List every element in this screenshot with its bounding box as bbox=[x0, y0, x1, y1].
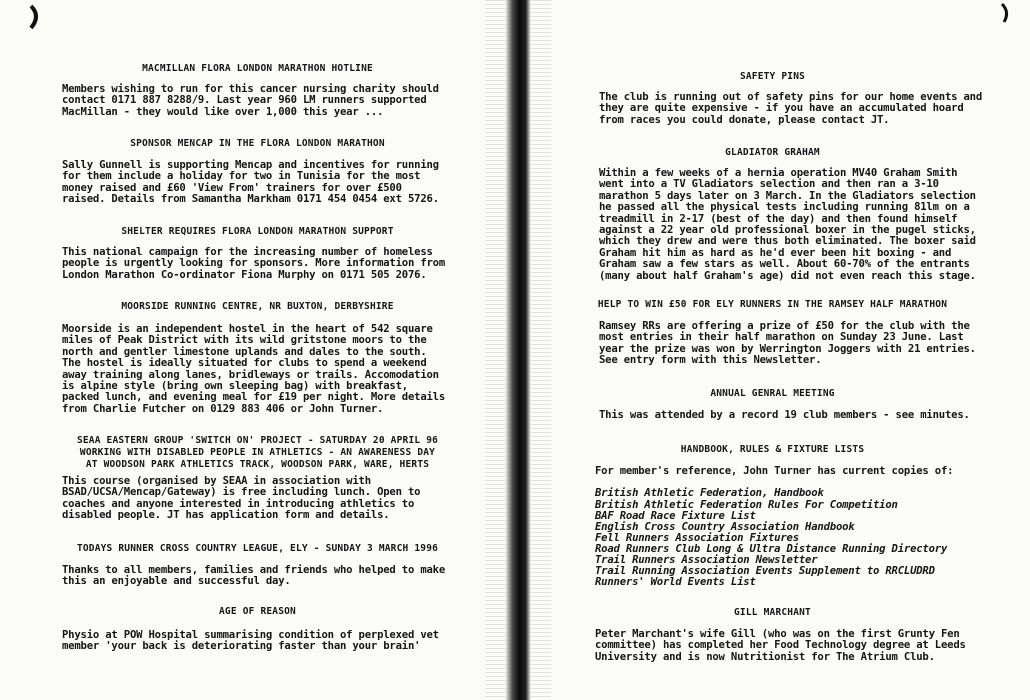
section-title: GLADIATOR GRAHAM bbox=[725, 147, 820, 158]
section-body: Within a few weeks of a hernia operation MV40 Graham Smith went into a TV Gladiators selection and then ran a 3-10 marathon 5 days later on 3 March. In the Gladiators selection he passed all the physical tests including running 81lm on a treadmill in 2-17 (best of the day) and then found himself against a 22 year old professional boxer in the pugel sticks, which they drew and were thus both eliminated. The boxer said Graham hit him as hard as he'd ever been hit boxing - and Graham saw a few stars as well. About 60-70% of the entrants (many about half Graham's age) did not even reach this stage. bbox=[599, 167, 976, 282]
section-title: GILL MARCHANT bbox=[734, 607, 811, 618]
section-body: This national campaign for the increasing number of homeless people is urgently looking for sponsors. More information from London Marathon Co-ordinator Fiona Murphy on 0171 505 2076. bbox=[62, 246, 446, 281]
right-page bbox=[515, 0, 1030, 700]
section-body: Thanks to all members, families and friends who helped to make this an enjoyable and successful day. bbox=[62, 564, 446, 588]
section-title: MOORSIDE RUNNING CENTRE, NR BUXTON, DERBYSHIRE bbox=[121, 301, 394, 312]
list-item: BAF Road Race Fixture List bbox=[595, 510, 756, 522]
list-item: Road Runners Club Long & Ultra Distance Running Directory bbox=[595, 543, 948, 555]
section-title: ANNUAL GENRAL MEETING bbox=[710, 388, 835, 399]
section-title: MACMILLAN FLORA LONDON MARATHON HOTLINE bbox=[142, 63, 373, 74]
section-body: This was attended by a record 19 club members - see minutes. bbox=[599, 409, 970, 421]
section-title: SEAA EASTERN GROUP 'SWITCH ON' PROJECT - SATURDAY 20 APRIL 96 WORKING WITH DISABLED PEOPLE IN ATHLETICS - AN AWARENESS DAY AT WOODSON PARK ATHLETICS TRACK, WOODSON PARK, WARE, HERTS bbox=[76, 435, 439, 470]
list-item: English Cross Country Association Handbook bbox=[595, 521, 855, 533]
section-title: AGE OF REASON bbox=[219, 606, 296, 617]
section-body: Moorside is an independent hostel in the heart of 542 square miles of Peak District with its wild gritstone moors to the north and gentler limestone uplands and dales to the south. The hostel is ideally situated for clubs to spend a weekend away training along lanes, bridleways or trails. Accomodation is alpine style (bring own sleeping bag) with breakfast, packed lunch, and evening meal for £19 per night. More details from Charlie Futcher on 0129 883 406 or John Turner. bbox=[62, 323, 446, 415]
list-item: Trail Running Association Events Supplement to RRCLUDRD bbox=[595, 565, 935, 577]
list-item: Fell Runners Association Fixtures bbox=[595, 532, 799, 544]
list-item: British Athletic Federation Rules For Competition bbox=[595, 499, 898, 511]
section-title: SAFETY PINS bbox=[739, 71, 806, 82]
section-title: SHELTER REQUIRES FLORA LONDON MARATHON SUPPORT bbox=[121, 226, 394, 237]
section-body: Physio at POW Hospital summarising condition of perplexed vet member 'your back is deteriorating faster than your brain' bbox=[62, 629, 439, 653]
list-item: Runners' World Events List bbox=[595, 576, 756, 588]
section-body: For member's reference, John Turner has current copies of: bbox=[595, 465, 954, 477]
section-body: Peter Marchant's wife Gill (who was on the first Grunty Fen committee) has completed her Food Technology degree at Leeds University and is now Nutritionist for The Atrium Club. bbox=[595, 628, 966, 663]
section-title: SPONSOR MENCAP IN THE FLORA LONDON MARATHON bbox=[130, 138, 385, 149]
section-body: The club is running out of safety pins for our home events and they are quite expensive - if you have an accumulated hoard from races you could donate, please contact JT. bbox=[599, 91, 983, 126]
section-body: This course (organised by SEAA in association with BSAD/UCSA/Mencap/Gateway) is free including lunch. Open to coaches and anyone interested in introducing athletics to disabled people. JT has application form and details. bbox=[62, 475, 421, 522]
section-title: HANDBOOK, RULES & FIXTURE LISTS bbox=[680, 444, 865, 455]
section-title: TODAYS RUNNER CROSS COUNTRY LEAGUE, ELY - SUNDAY 3 MARCH 1996 bbox=[76, 543, 439, 554]
section-title: HELP TO WIN £50 FOR ELY RUNNERS IN THE RAMSEY HALF MARATHON bbox=[597, 299, 948, 310]
section-body: Ramsey RRs are offering a prize of £50 for the club with the most entries in their half marathon on Sunday 23 June. Last year the prize was won by Werrington Joggers with 21 entries. See entry form with this Newsletter. bbox=[599, 320, 976, 367]
section-body: Sally Gunnell is supporting Mencap and incentives for running for them include a holiday for two in Tunisia for the most money raised and £60 'View From' trainers for over £500 raised. Details from Samantha Markham 0171 454 0454 ext 5726. bbox=[62, 159, 439, 206]
list-item: Trail Runners Association Newsletter bbox=[595, 554, 818, 566]
list-item: British Athletic Federation, Handbook bbox=[595, 487, 824, 499]
section-body: Members wishing to run for this cancer nursing charity should contact 0171 887 8288/9. Last year 960 LM runners supported MacMillan - they would like over 1,000 this year ... bbox=[62, 83, 439, 118]
